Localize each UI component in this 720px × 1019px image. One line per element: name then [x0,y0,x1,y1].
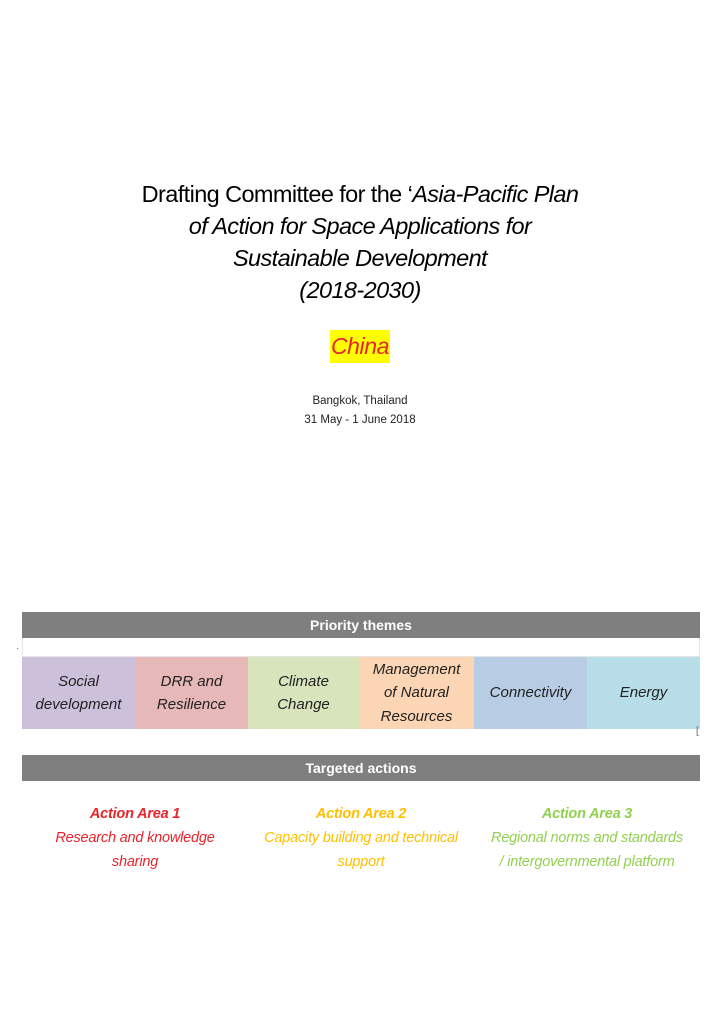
priority-themes-bar: Priority themes [22,612,700,638]
action-area-heading: Action Area 3 [541,806,633,822]
theme-label: Social development [35,672,122,713]
theme-label: Climate Change [277,672,330,713]
action-area-heading: Action Area 2 [315,806,407,822]
venue-dates: 31 May - 1 June 2018 [304,414,416,426]
title-line-2-text: of Action for Space Applications for [188,213,532,239]
targeted-actions-bar: Targeted actions [22,755,700,781]
title-line-1 [60,178,660,210]
venue-block [0,392,720,430]
theme-climate-change [248,657,359,729]
action-area-3 [474,802,700,874]
title-line-1-plain: Drafting Committee for the ‘ [141,181,413,207]
theme-label: DRR and Resilience [156,672,227,713]
theme-connectivity [474,657,587,729]
themes-spacer-strip [22,638,700,657]
right-edge-mark: [ [696,726,699,737]
title-line-4 [60,274,660,306]
action-area-description: Capacity building and technical support [264,830,458,870]
action-area-2 [248,802,474,874]
themes-row [22,657,700,729]
title-line-3 [60,242,660,274]
action-areas-row [22,802,700,874]
title-line-1-italic: Asia-Pacific Plan [412,181,579,207]
title-line-4-text: (2018-2030) [299,277,421,303]
theme-drr-resilience [135,657,248,729]
theme-social-development [22,657,135,729]
action-area-heading: Action Area 1 [89,806,181,822]
title-line-3-text: Sustainable Development [232,245,487,271]
country-block [0,330,720,363]
title-line-2 [60,210,660,242]
theme-label: Management of Natural Resources [372,660,461,725]
theme-label: Energy [619,684,668,702]
action-area-description: Regional norms and standards / intergovernmental platform [491,830,683,870]
left-edge-mark: · [16,643,20,654]
country-highlight: China [330,330,390,363]
venue-location: Bangkok, Thailand [312,395,408,407]
document-title [60,178,660,306]
theme-label: Connectivity [489,684,572,702]
theme-natural-resources [359,657,474,729]
theme-energy [587,657,700,729]
action-area-1 [22,802,248,874]
action-area-description: Research and knowledge sharing [55,830,215,870]
